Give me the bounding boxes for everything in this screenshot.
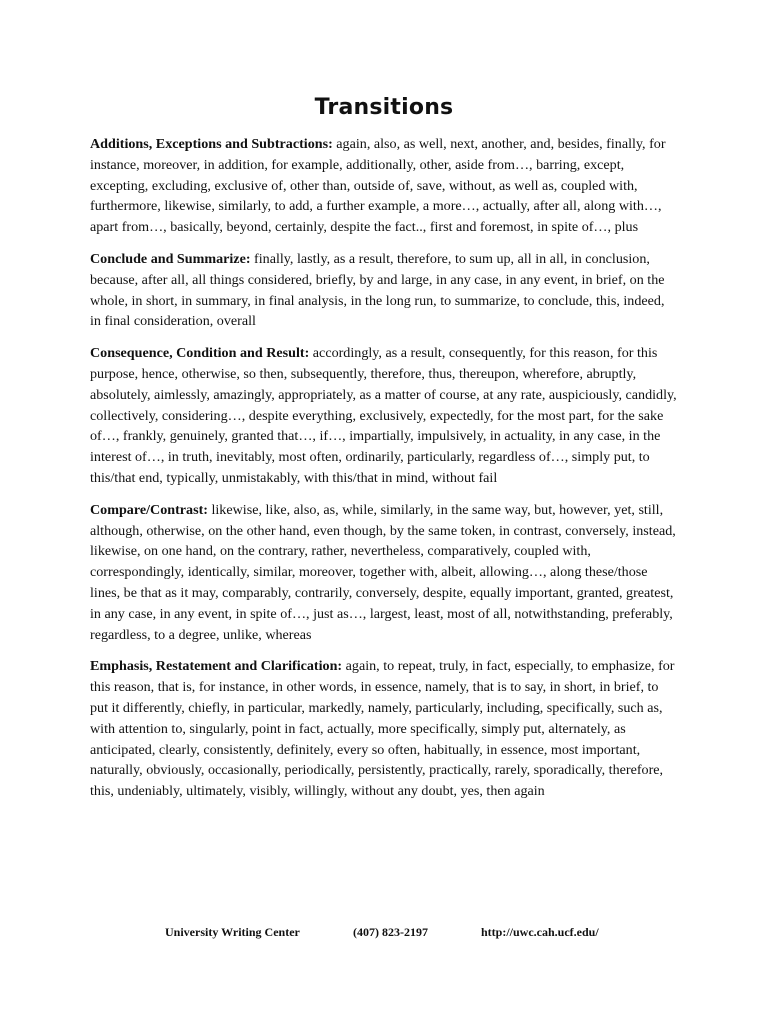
footer-phone: (407) 823-2197 bbox=[353, 925, 428, 939]
section-text: again, to repeat, truly, in fact, especially, to emphasize, for this reason, that is, for instance, in other words, in essence, namely, that is to say, in short, in brief, to put it differently, chiefly, in particular, markedly, namely, particularly, including, specifically, such as, with attention to, singularly, point in fact, actually, more specifically, simply put, alternately, as anticipated, clearly, consistently, definitely, every so often, habitually, in essence, most important, naturally, obviously, occasionally, periodically, persistently, practically, rarely, sporadically, therefore, this, undeniably, ultimately, visibly, willingly, without any doubt, yes, then again bbox=[90, 658, 675, 800]
section-heading: Emphasis, Restatement and Clarification: bbox=[90, 658, 343, 675]
footer-organization: University Writing Center bbox=[165, 925, 300, 939]
page-title: Transitions bbox=[314, 95, 454, 120]
section-heading: Consequence, Condition and Result: bbox=[90, 345, 310, 362]
section-compare bbox=[90, 500, 678, 646]
document-page bbox=[90, 0, 678, 813]
section-emphasis bbox=[90, 656, 678, 802]
section-additions bbox=[90, 134, 678, 238]
section-text: finally, lastly, as a result, therefore, to sum up, all in all, in conclusion, because, after all, all things considered, briefly, by and large, in any case, in any event, in brief, on the whole, in short, in summary, in final analysis, in the long run, to summarize, to conclude, this, indeed, in final consideration, overall bbox=[90, 250, 665, 330]
transition-sections bbox=[90, 134, 678, 802]
section-text: accordingly, as a result, consequently, for this reason, for this purpose, hence, otherwise, so then, subsequently, therefore, thus, thereupon, wherefore, abruptly, absolutely, aimlessly, amazingly, appropriately, as a matter of course, at any rate, auspiciously, candidly, collectively, considering…, despite everything, exclusively, expectedly, for the most part, for the sake of…, frankly, genuinely, granted that…, if…, impartially, impulsively, in actuality, in any case, in the interest of…, in truth, inevitably, most often, ordinarily, particularly, regardless of…, simply put, to this/that end, typically, unmistakably, with this/that in mind, without fail bbox=[90, 345, 677, 486]
section-conclude bbox=[90, 249, 678, 332]
section-heading: Conclude and Summarize: bbox=[90, 250, 251, 267]
section-heading: Compare/Contrast: bbox=[90, 501, 208, 518]
section-text: likewise, like, also, as, while, similarly, in the same way, but, however, yet, still, although, otherwise, on the other hand, even though, by the same token, in contrast, conversely, instead, likewise, on one hand, on the contrary, rather, nevertheless, comparatively, coupled with, correspondingly, identically, similar, moreover, together with, albeit, allowing…, along these/those lines, be that as it may, comparably, contrarily, conversely, despite, equally important, granted, greatest, in any case, in any event, in spite of…, just as…, largest, least, most of all, notwithstanding, preferably, regardless, to a degree, unlike, whereas bbox=[90, 501, 676, 643]
section-heading: Additions, Exceptions and Subtractions: bbox=[90, 136, 333, 152]
section-consequence bbox=[90, 343, 678, 489]
footer-url: http://uwc.cah.ucf.edu/ bbox=[481, 925, 599, 939]
section-text: again, also, as well, next, another, and, besides, finally, for instance, moreover, in addition, for example, additionally, other, aside from…, barring, except, excepting, excluding, exclusive of, other than, outside of, save, without, as well as, coupled with, furthermore, likewise, similarly, to add, a further example, a more…, actually, after all, along with…, apart from…, basically, beyond, certainly, despite the fact.., first and foremost, in spite of…, plus bbox=[90, 136, 666, 236]
